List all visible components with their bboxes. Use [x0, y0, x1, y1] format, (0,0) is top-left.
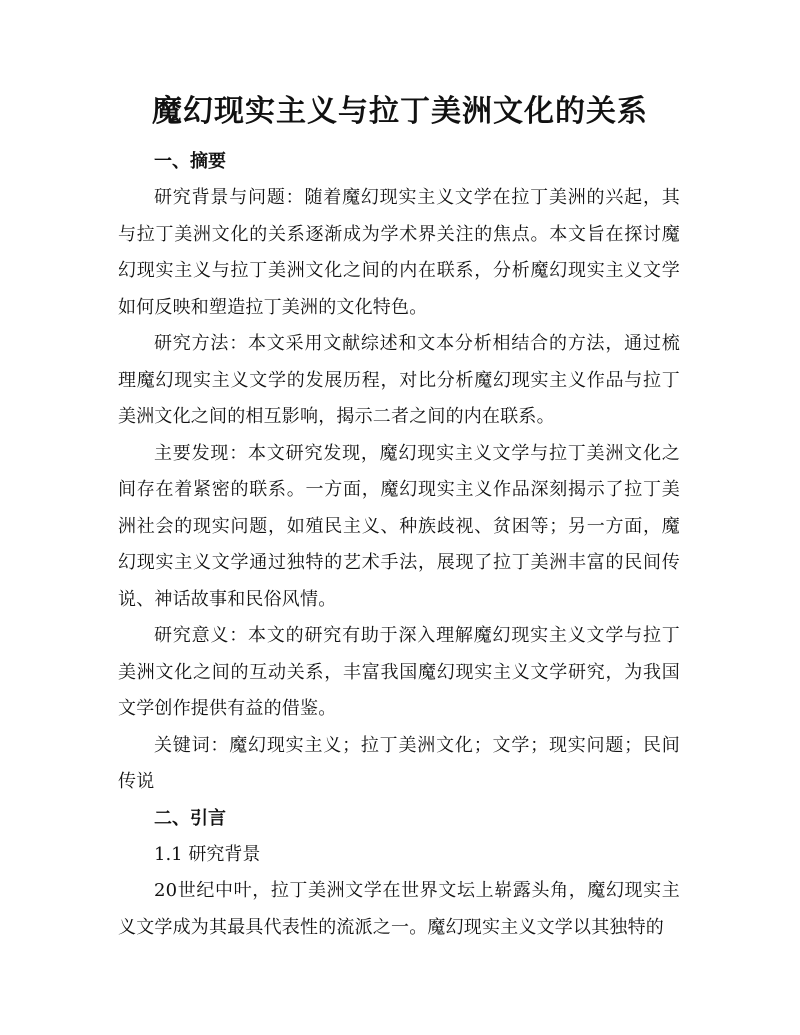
abstract-findings: 主要发现：本文研究发现，魔幻现实主义文学与拉丁美洲文化之间存在着紧密的联系。一方面，魔幻现实主义作品深刻揭示了拉丁美洲社会的现实问题，如殖民主义、种族歧视、贫困等；另一方面，魔幻现实主义文学通过独特的艺术手法，展现了拉丁美洲丰富的民间传说、神话故事和民俗风情。 — [118, 442, 680, 610]
document-title: 魔幻现实主义与拉丁美洲文化的关系 — [152, 94, 648, 129]
abstract-background: 研究背景与问题：随着魔幻现实主义文学在拉丁美洲的兴起，其与拉丁美洲文化的关系逐渐成为学术界关注的焦点。本文旨在探讨魔幻现实主义与拉丁美洲文化之间的内在联系，分析魔幻现实主义文学如何反映和塑造拉丁美洲的文化特色。 — [118, 187, 680, 318]
abstract-method: 研究方法：本文采用文献综述和文本分析相结合的方法，通过梳理魔幻现实主义文学的发展历程，对比分析魔幻现实主义作品与拉丁美洲文化之间的相互影响，揭示二者之间的内在联系。 — [118, 333, 680, 427]
intro-paragraph: 20世纪中叶，拉丁美洲文学在世界文坛上崭露头角，魔幻现实主义文学成为其最具代表性的流派之一。魔幻现实主义文学以其独特的 — [118, 880, 680, 938]
document-body — [118, 144, 680, 946]
intro-subheading: 1.1 研究背景 — [154, 843, 261, 865]
abstract-significance: 研究意义：本文的研究有助于深入理解魔幻现实主义文学与拉丁美洲文化之间的互动关系，丰富我国魔幻现实主义文学研究，为我国文学创作提供有益的借鉴。 — [118, 625, 680, 719]
intro-heading: 二、引言 — [154, 807, 226, 829]
keywords: 关键词：魔幻现实主义；拉丁美洲文化；文学；现实问题；民间传说 — [118, 734, 680, 792]
abstract-heading: 一、摘要 — [154, 151, 226, 172]
